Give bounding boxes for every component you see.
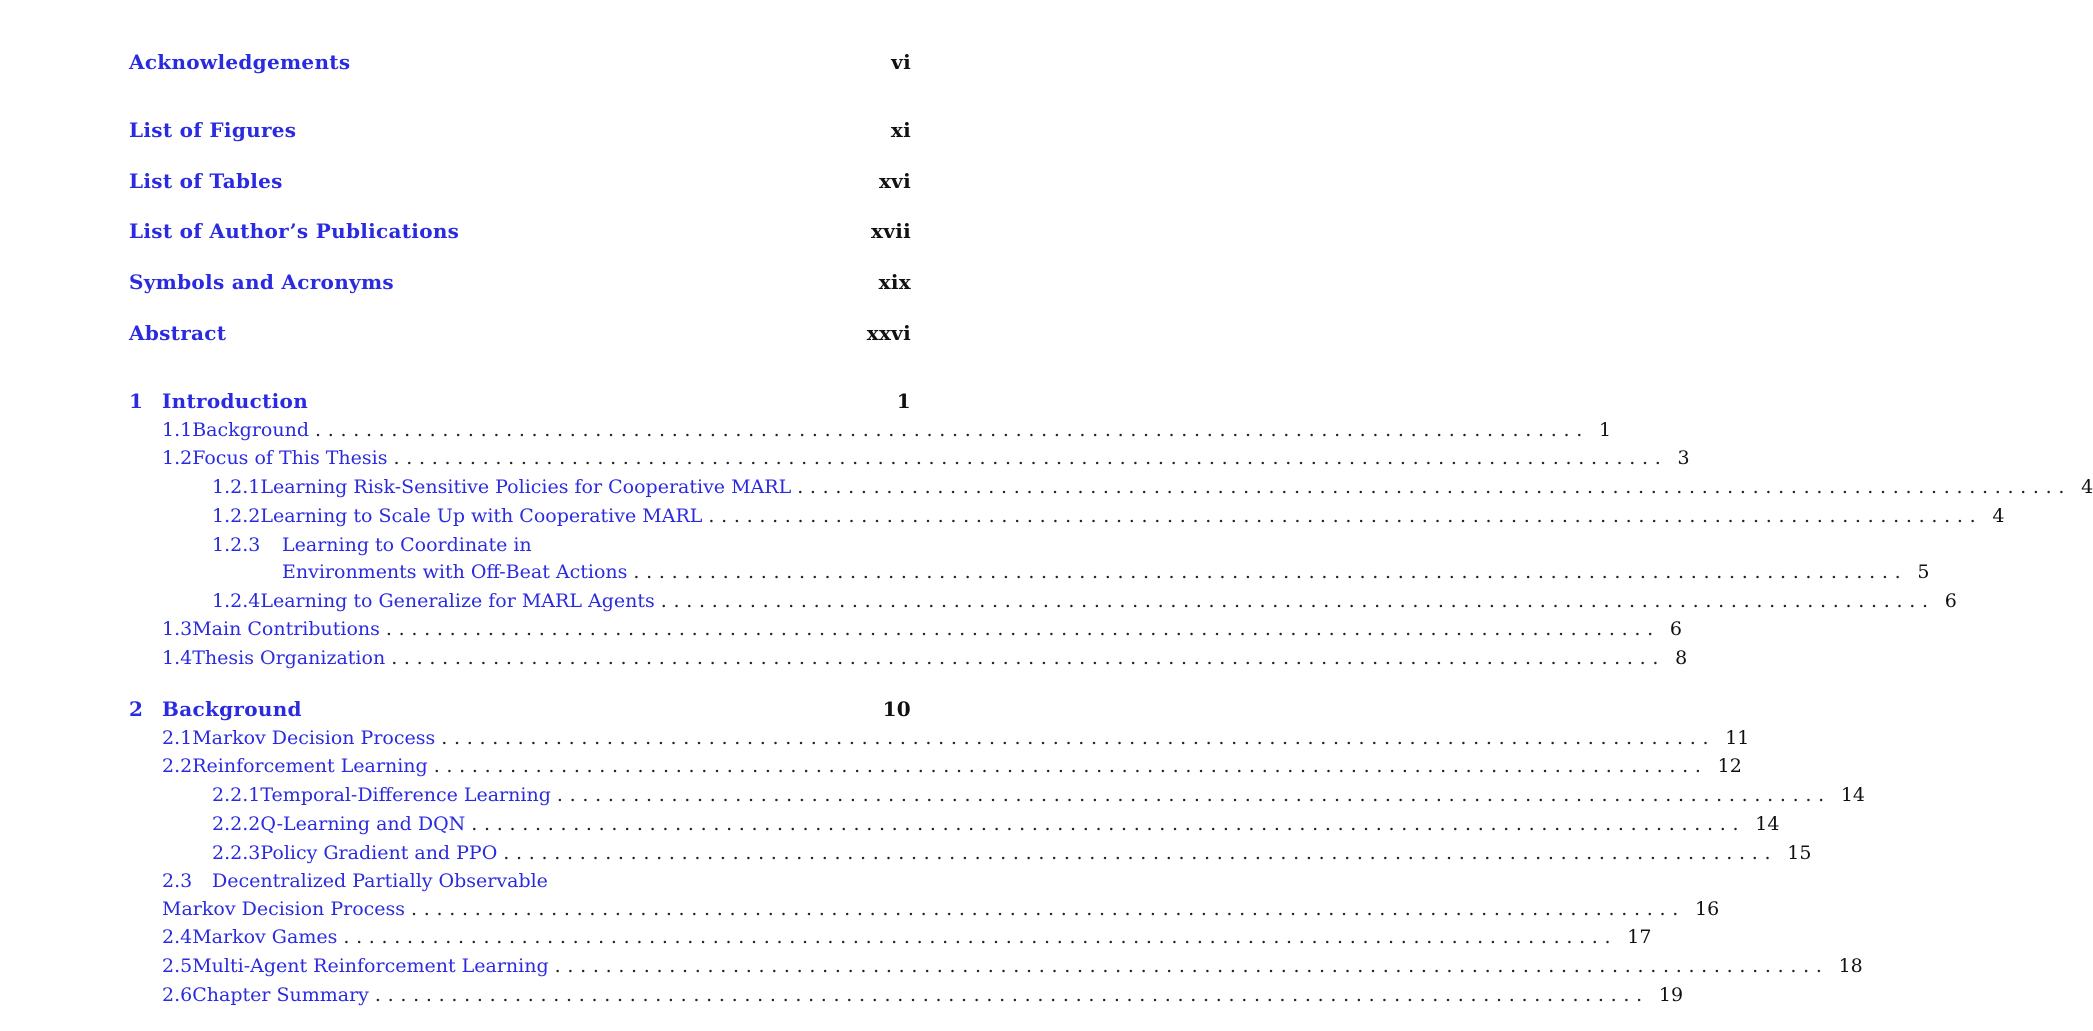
toc-subsection-1-2-1[interactable] (212, 476, 2093, 498)
toc-entry-title[interactable]: Symbols and Acronyms (129, 270, 394, 294)
section-number[interactable]: 1.4 (162, 647, 193, 669)
subsection-number[interactable]: 1.2.4 (212, 590, 261, 612)
toc-section-2-3[interactable] (162, 870, 911, 892)
section-number[interactable]: 1.1 (162, 419, 193, 441)
toc-entry-page: xi (890, 118, 911, 142)
section-page: 17 (1627, 926, 1652, 948)
section-page: 3 (1677, 447, 1690, 469)
dot-leader: .................................................................................................... (556, 784, 1831, 806)
toc-entry-title[interactable]: List of Tables (129, 169, 283, 193)
subsection-title-continued[interactable]: Environments with Off-Beat Actions (282, 561, 628, 583)
dot-leader: .................................................................................................... (797, 476, 2072, 498)
toc-section-2-4[interactable] (162, 926, 1652, 948)
subsection-title[interactable]: Learning to Scale Up with Cooperative MARL (260, 505, 703, 527)
toc-subsection-2-2-3[interactable] (212, 842, 1812, 864)
section-page: 12 (1717, 755, 1742, 777)
toc-section-1-3[interactable] (162, 618, 1682, 640)
subsection-title[interactable]: Policy Gradient and PPO (260, 842, 498, 864)
toc-entry-page: xvi (878, 169, 911, 193)
toc-entry-page: vi (891, 50, 911, 74)
subsection-title[interactable]: Learning to Generalize for MARL Agents (260, 590, 655, 612)
toc-section-1-2[interactable] (162, 447, 1690, 469)
toc-entry-page: xxvi (866, 321, 911, 345)
subsection-title[interactable]: Learning Risk-Sensitive Policies for Cooperative MARL (260, 476, 792, 498)
section-page: 18 (1838, 955, 1863, 977)
dot-leader: .................................................................................................... (374, 984, 1649, 1006)
subsection-number[interactable]: 2.2.2 (212, 813, 261, 835)
dot-leader: .................................................................................................... (433, 755, 1708, 777)
subsection-page: 15 (1787, 842, 1812, 864)
section-title[interactable]: Reinforcement Learning (192, 755, 428, 777)
toc-entry-list-of-tables[interactable] (129, 169, 911, 193)
subsection-title[interactable]: Learning to Coordinate in (282, 534, 532, 556)
toc-section-2-1[interactable] (162, 727, 1750, 749)
subsection-number[interactable]: 1.2.2 (212, 505, 261, 527)
section-number[interactable]: 2.3 (162, 870, 193, 892)
dot-leader: .................................................................................................... (343, 926, 1618, 948)
toc-section-2-3-continued[interactable] (162, 898, 1720, 920)
dot-leader: .................................................................................................... (391, 647, 1666, 669)
section-title[interactable]: Main Contributions (192, 618, 380, 640)
toc-subsection-1-2-3[interactable] (212, 534, 911, 556)
subsection-page: 5 (1917, 561, 1930, 583)
section-number[interactable]: 1.2 (162, 447, 193, 469)
toc-section-1-4[interactable] (162, 647, 1688, 669)
section-number[interactable]: 2.2 (162, 755, 193, 777)
subsection-title[interactable]: Temporal-Difference Learning (260, 784, 551, 806)
section-title[interactable]: Markov Decision Process (192, 727, 436, 749)
section-title[interactable]: Focus of This Thesis (192, 447, 388, 469)
toc-subsection-1-2-2[interactable] (212, 505, 2005, 527)
section-page: 8 (1675, 647, 1688, 669)
chapter-number[interactable]: 2 (129, 697, 144, 721)
dot-leader: .................................................................................................... (633, 561, 1908, 583)
section-page: 19 (1658, 984, 1684, 1006)
toc-subsection-2-2-1[interactable] (212, 784, 1866, 806)
section-page: 11 (1725, 727, 1750, 749)
toc-entry-title[interactable]: List of Figures (129, 118, 297, 142)
section-page: 16 (1695, 898, 1720, 920)
toc-subsection-1-2-4[interactable] (212, 590, 1957, 612)
dot-leader: .................................................................................................... (471, 813, 1746, 835)
chapter-page: 10 (882, 697, 911, 721)
dot-leader: .................................................................................................... (660, 590, 1935, 612)
section-title[interactable]: Markov Games (192, 926, 338, 948)
toc-entry-title[interactable]: List of Author’s Publications (129, 219, 460, 243)
toc-entry-page: xvii (871, 219, 911, 243)
dot-leader: .................................................................................................... (708, 505, 1983, 527)
subsection-number[interactable]: 2.2.3 (212, 842, 261, 864)
chapter-page: 1 (896, 389, 911, 413)
subsection-number[interactable]: 2.2.1 (212, 784, 261, 806)
subsection-number[interactable]: 1.2.1 (212, 476, 261, 498)
chapter-title[interactable]: Introduction (162, 389, 309, 413)
toc-section-2-2[interactable] (162, 755, 1742, 777)
section-title[interactable]: Background (192, 419, 309, 441)
toc-chapter-2[interactable] (129, 697, 911, 721)
dot-leader: .................................................................................................... (411, 898, 1685, 920)
toc-section-2-5[interactable] (162, 955, 1863, 977)
section-number[interactable]: 1.3 (162, 618, 193, 640)
chapter-number[interactable]: 1 (129, 389, 144, 413)
toc-chapter-1[interactable] (129, 389, 911, 413)
section-page: 6 (1669, 618, 1682, 640)
section-title[interactable]: Decentralized Partially Observable (212, 870, 548, 892)
dot-leader: .................................................................................................... (441, 727, 1716, 749)
toc-section-1-1[interactable] (162, 419, 1612, 441)
toc-entry-title[interactable]: Abstract (129, 321, 227, 345)
toc-entry-title[interactable]: Acknowledgements (129, 50, 351, 74)
toc-entry-abstract[interactable] (129, 321, 911, 345)
section-title[interactable]: Chapter Summary (192, 984, 369, 1006)
chapter-title[interactable]: Background (162, 697, 302, 721)
section-title[interactable]: Multi-Agent Reinforcement Learning (192, 955, 549, 977)
section-number[interactable]: 2.6 (162, 984, 193, 1006)
toc-entry-acknowledgements[interactable] (129, 50, 911, 74)
toc-entry-page: xix (878, 270, 911, 294)
subsection-page: 4 (1992, 505, 2005, 527)
toc-subsection-2-2-2[interactable] (212, 813, 1780, 835)
section-number[interactable]: 2.1 (162, 727, 193, 749)
subsection-number[interactable]: 1.2.3 (212, 534, 261, 556)
subsection-title[interactable]: Q-Learning and DQN (260, 813, 466, 835)
subsection-page: 4 (2081, 476, 2093, 498)
dot-leader: .................................................................................................... (385, 618, 1660, 640)
section-number[interactable]: 2.5 (162, 955, 193, 977)
section-number[interactable]: 2.4 (162, 926, 193, 948)
section-title[interactable]: Thesis Organization (192, 647, 386, 669)
dot-leader: .................................................................................................... (393, 447, 1668, 469)
section-title-continued[interactable]: Markov Decision Process (162, 898, 406, 920)
toc-entry-list-of-figures[interactable] (129, 118, 911, 142)
section-page: 1 (1598, 419, 1612, 441)
subsection-page: 14 (1840, 784, 1866, 806)
toc-entry-publications[interactable] (129, 219, 911, 243)
dot-leader: .................................................................................................... (314, 419, 1589, 441)
toc-section-2-6[interactable] (162, 984, 1684, 1006)
subsection-page: 14 (1755, 813, 1780, 835)
dot-leader: .................................................................................................... (503, 842, 1778, 864)
subsection-page: 6 (1944, 590, 1957, 612)
toc-entry-symbols[interactable] (129, 270, 911, 294)
toc-subsection-1-2-3-continued[interactable] (282, 561, 1930, 583)
dot-leader: .................................................................................................... (554, 955, 1829, 977)
